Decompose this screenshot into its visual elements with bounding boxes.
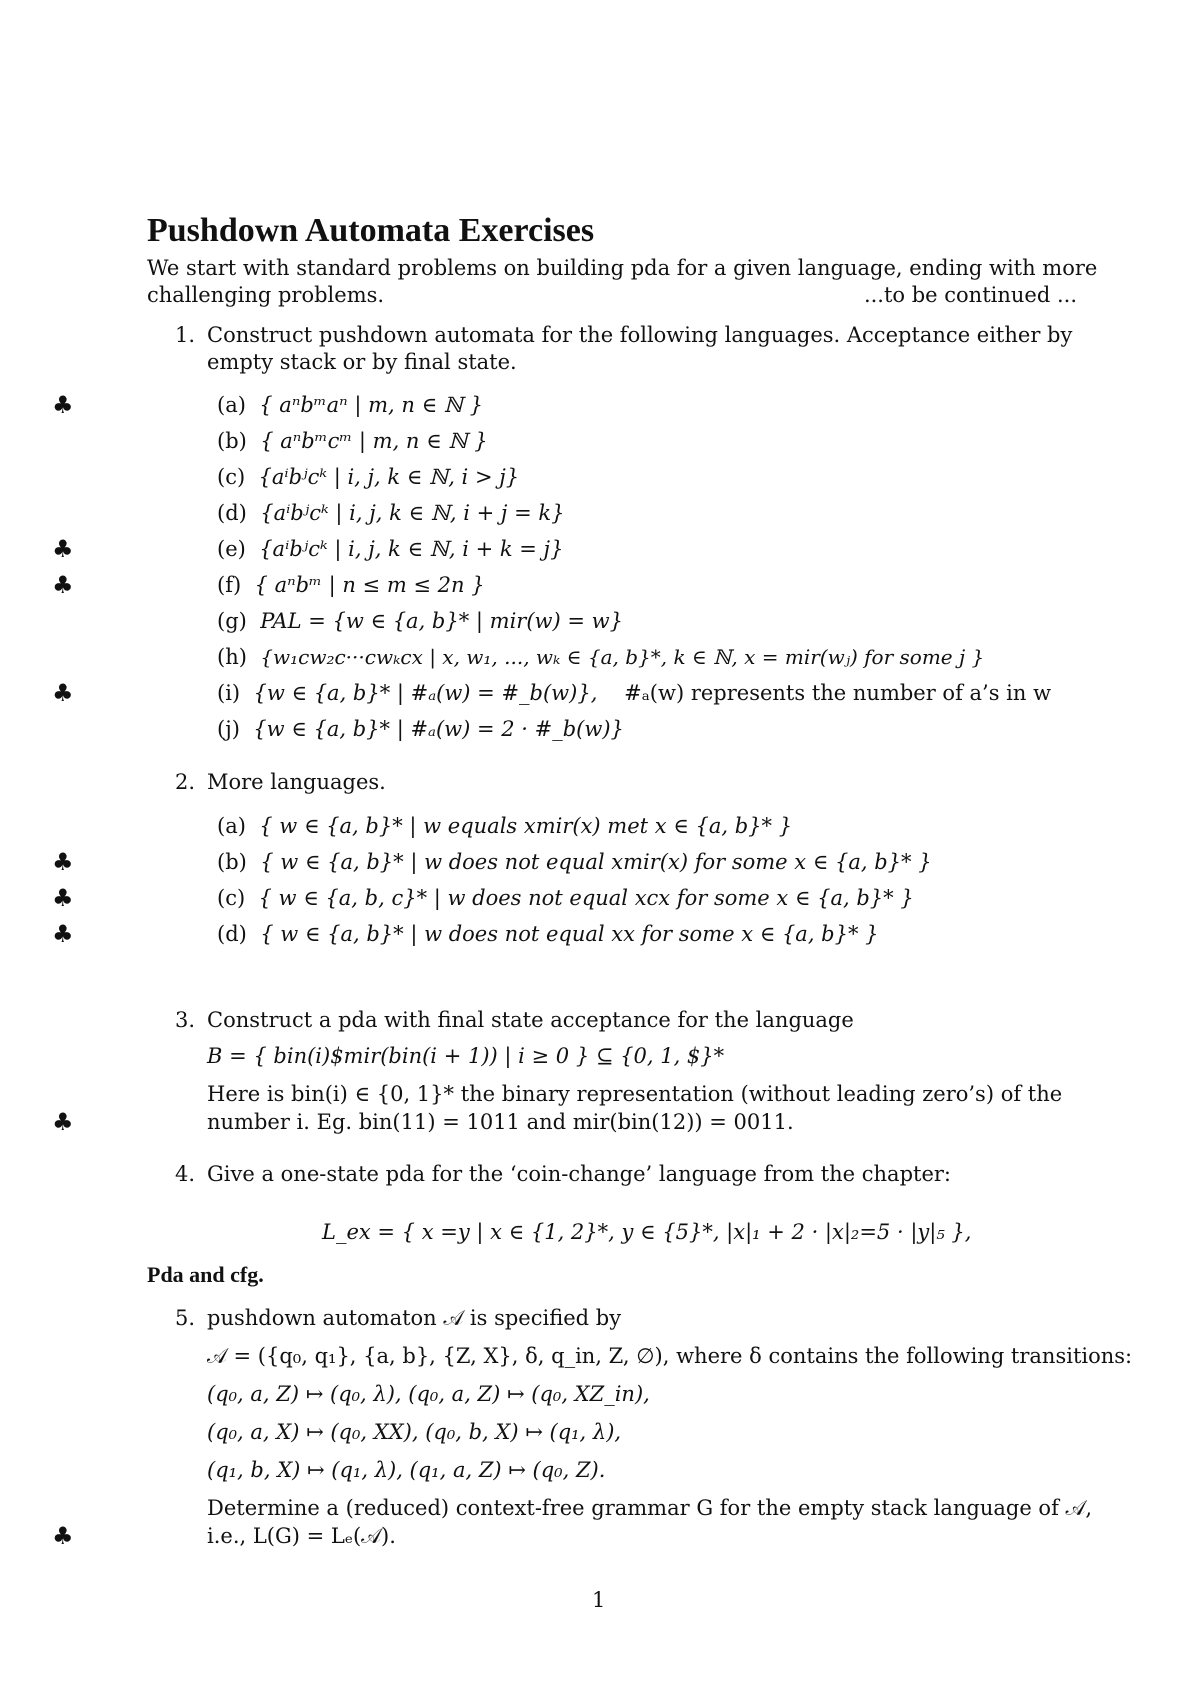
item-math: { w ∈ {a, b}* | w does not equal xx for some x ∈ {a, b}* } — [260, 922, 879, 946]
item-label: (d) — [217, 501, 247, 525]
club-icon: ♣ — [52, 884, 74, 912]
list-item — [217, 645, 984, 669]
to-be-continued: ...to be continued ... — [863, 283, 1077, 307]
item-label: (b) — [217, 850, 247, 874]
item-math: {aⁱbʲcᵏ | i, j, k ∈ ℕ, i + j = k} — [260, 501, 565, 525]
section-heading: Pda and cfg. — [147, 1262, 264, 1287]
club-icon: ♣ — [52, 679, 74, 707]
item-math: { aⁿbᵐaⁿ | m, n ∈ ℕ } — [259, 393, 484, 417]
item-label: (c) — [217, 886, 246, 910]
item-label: (j) — [217, 717, 240, 741]
item-label: (a) — [217, 393, 246, 417]
list-item — [217, 717, 624, 741]
intro-line-2 — [147, 283, 1077, 307]
problem-5-text-3: Determine a (reduced) context-free grammar G for the empty stack language of 𝒜, — [207, 1496, 1093, 1520]
problem-5-number: 5. — [175, 1306, 196, 1330]
problem-4-text: Give a one-state pda for the ‘coin-change’ language from the chapter: — [207, 1162, 952, 1186]
problem-5-text-1: pushdown automaton 𝒜 is specified by — [207, 1306, 622, 1330]
item-label: (e) — [217, 537, 246, 561]
item-math: PAL = {w ∈ {a, b}* | mir(w) = w} — [260, 609, 623, 633]
page-title: Pushdown Automata Exercises — [147, 212, 595, 249]
intro-line-2-text: challenging problems. — [147, 283, 385, 307]
list-item — [217, 922, 879, 946]
problem-4-formula: L_ex = { x =y | x ∈ {1, 2}*, y ∈ {5}*, |x|₁ + 2 · |x|₂=5 · |y|₅ }, — [322, 1220, 972, 1244]
transition-line-2: (q₀, a, X) ↦ (q₀, XX), (q₀, b, X) ↦ (q₁, λ), — [207, 1420, 622, 1444]
transition-line-1: (q₀, a, Z) ↦ (q₀, λ), (q₀, a, Z) ↦ (q₀, XZ_in), — [207, 1382, 650, 1406]
transition-line-3: (q₁, b, X) ↦ (q₁, λ), (q₁, a, Z) ↦ (q₀, Z). — [207, 1458, 606, 1482]
item-math: { w ∈ {a, b, c}* | w does not equal xcx for some x ∈ {a, b}* } — [258, 886, 914, 910]
club-icon: ♣ — [52, 920, 74, 948]
item-math: {aⁱbʲcᵏ | i, j, k ∈ ℕ, i > j} — [258, 465, 520, 489]
item-label: (f) — [217, 573, 242, 597]
item-label: (d) — [217, 922, 247, 946]
club-icon: ♣ — [52, 535, 74, 563]
list-item — [217, 429, 488, 453]
item-math: {w₁cw₂c···cwₖcx | x, w₁, ..., wₖ ∈ {a, b}*, k ∈ ℕ, x = mir(wⱼ) for some j } — [260, 645, 985, 669]
problem-4-number: 4. — [175, 1162, 196, 1186]
item-label: (g) — [217, 609, 247, 633]
list-item — [217, 609, 623, 633]
problem-2-text: More languages. — [207, 770, 386, 794]
item-label: (c) — [217, 465, 246, 489]
item-math: {w ∈ {a, b}* | #ₐ(w) = 2 · #_b(w)} — [253, 717, 624, 741]
problem-3-text-3: Here is bin(i) ∈ {0, 1}* the binary representation (without leading zero’s) of the — [207, 1082, 1063, 1106]
list-item — [217, 501, 564, 525]
list-item — [217, 681, 1051, 705]
item-math: { w ∈ {a, b}* | w does not equal xmir(x) for some x ∈ {a, b}* } — [260, 850, 932, 874]
list-item — [217, 465, 519, 489]
item-math: { w ∈ {a, b}* | w equals xmir(x) met x ∈ {a, b}* } — [259, 814, 793, 838]
item-label: (a) — [217, 814, 246, 838]
problem-3-number: 3. — [175, 1008, 196, 1032]
club-icon: ♣ — [52, 848, 74, 876]
list-item — [217, 537, 563, 561]
item-math: {aⁱbʲcᵏ | i, j, k ∈ ℕ, i + k = j} — [259, 537, 564, 561]
problem-1-number: 1. — [175, 323, 196, 347]
club-icon: ♣ — [52, 571, 74, 599]
list-item — [217, 393, 483, 417]
item-note: #ₐ(w) represents the number of a’s in w — [624, 681, 1052, 705]
problem-5-text-4: i.e., L(G) = Lₑ(𝒜). — [207, 1524, 396, 1548]
list-item — [217, 850, 932, 874]
club-icon: ♣ — [52, 1108, 74, 1136]
item-label: (i) — [217, 681, 241, 705]
item-math: {w ∈ {a, b}* | #ₐ(w) = #_b(w)}, — [253, 681, 598, 705]
item-math: { aⁿbᵐ | n ≤ m ≤ 2n } — [254, 573, 485, 597]
problem-5-text-2: 𝒜 = ({q₀, q₁}, {a, b}, {Z, X}, δ, q_in, Z, ∅), where δ contains the following transitions: — [207, 1344, 1133, 1368]
list-item — [217, 814, 792, 838]
list-item — [217, 886, 914, 910]
page-number: 1 — [592, 1588, 606, 1612]
problem-3-language: B = { bin(i)$mir(bin(i + 1)) | i ≥ 0 } ⊆ {0, 1, $}* — [207, 1044, 725, 1068]
problem-2-number: 2. — [175, 770, 196, 794]
item-label: (b) — [217, 429, 247, 453]
problem-1-text-2: empty stack or by final state. — [207, 350, 517, 374]
item-math: { aⁿbᵐcᵐ | m, n ∈ ℕ } — [260, 429, 488, 453]
club-icon: ♣ — [52, 391, 74, 419]
problem-1-text-1: Construct pushdown automata for the following languages. Acceptance either by — [207, 323, 1073, 347]
item-label: (h) — [217, 645, 247, 669]
problem-3-text-4: number i. Eg. bin(11) = 1011 and mir(bin(12)) = 0011. — [207, 1110, 794, 1134]
club-icon: ♣ — [52, 1522, 74, 1550]
intro-line-1: We start with standard problems on building pda for a given language, ending with more — [147, 256, 1098, 280]
problem-3-text-1: Construct a pda with final state acceptance for the language — [207, 1008, 854, 1032]
list-item — [217, 573, 485, 597]
